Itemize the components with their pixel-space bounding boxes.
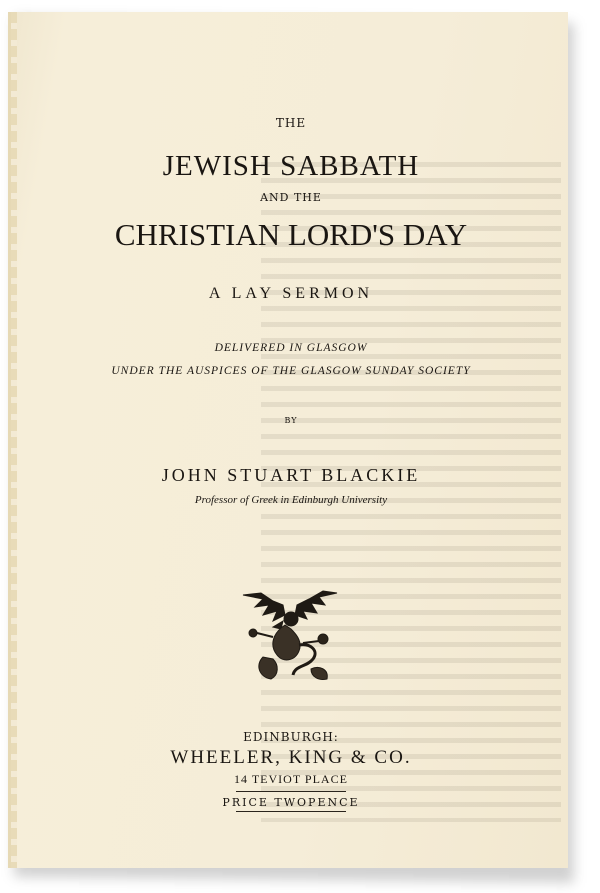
title-line-1: JEWISH SABBATH <box>162 150 420 182</box>
title-the: THE <box>275 116 307 130</box>
author-name: JOHN STUART BLACKIE <box>161 465 421 485</box>
title-page <box>8 12 568 868</box>
title-line-2: CHRISTIAN LORD'S DAY <box>114 217 468 252</box>
show-through-text <box>261 162 561 822</box>
delivered-line-1: DELIVERED IN GLASGOW <box>214 342 368 354</box>
price-rule-top <box>236 791 346 792</box>
publisher-address: 14 TEVIOT PLACE <box>234 772 348 786</box>
price: PRICE TWOPENCE <box>222 796 360 809</box>
publisher-name: WHEELER, KING & CO. <box>170 747 412 768</box>
subtitle: A LAY SERMON <box>208 285 374 302</box>
title-conjunction: AND THE <box>260 191 322 204</box>
dragon-ornament-icon <box>233 585 345 685</box>
by-line: BY <box>284 416 298 425</box>
price-rule-bottom <box>236 811 346 812</box>
author-title: Professor of Greek in Edinburgh University <box>194 494 388 506</box>
delivered-line-2: UNDER THE AUSPICES OF THE GLASGOW SUNDAY SOCIETY <box>111 365 471 377</box>
publisher-place: EDINBURGH: <box>243 730 339 744</box>
